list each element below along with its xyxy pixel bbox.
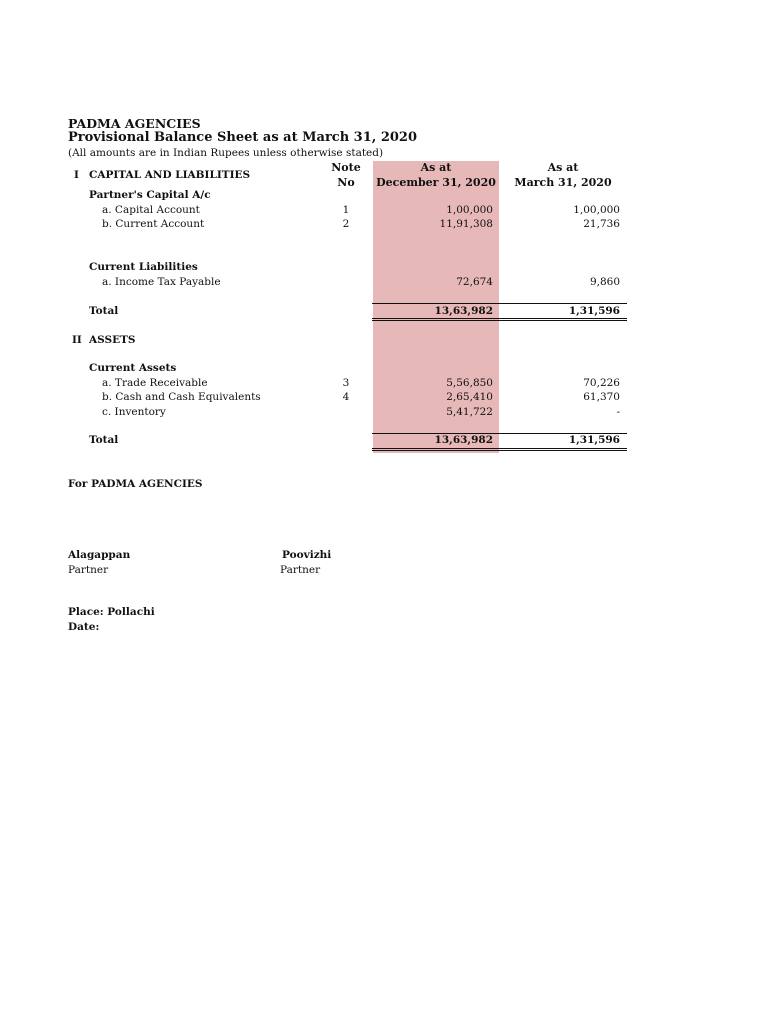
trade-receivable-label: a. Trade Receivable xyxy=(102,377,208,389)
capital-account-label: a. Capital Account xyxy=(102,204,200,216)
note-header-line1: Note xyxy=(331,161,361,174)
cash-equivalents-label: b. Cash and Cash Equivalents xyxy=(102,391,261,403)
income-tax-payable-current: 72,674 xyxy=(456,276,493,288)
capital-account-previous: 1,00,000 xyxy=(573,204,620,216)
current-account-label: b. Current Account xyxy=(102,218,205,230)
date-line: Date: xyxy=(68,621,100,633)
signatory2-role: Partner xyxy=(280,564,321,576)
inventory-label: c. Inventory xyxy=(102,406,166,418)
company-name: PADMA AGENCIES xyxy=(68,116,201,131)
current-header-line1: As at xyxy=(420,161,452,174)
section1-title: CAPITAL AND LIABILITIES xyxy=(89,169,251,181)
total2-current: 13,63,982 xyxy=(434,434,493,446)
currency-note: (All amounts are in Indian Rupees unless otherwise stated) xyxy=(68,147,384,159)
trade-receivable-current: 5,56,850 xyxy=(446,377,493,389)
cash-equivalents-current: 2,65,410 xyxy=(446,391,493,403)
current-account-current: 11,91,308 xyxy=(439,218,493,230)
total1-top-rule xyxy=(372,303,627,304)
for-company-line: For PADMA AGENCIES xyxy=(68,478,203,490)
cash-equivalents-note: 4 xyxy=(342,391,350,403)
capital-account-note: 1 xyxy=(342,204,350,216)
current-header-line2: December 31, 2020 xyxy=(376,176,496,189)
section1-numeral: I xyxy=(74,169,79,181)
current-assets-heading: Current Assets xyxy=(89,362,177,374)
current-account-previous: 21,736 xyxy=(583,218,620,230)
note-header-line2: No xyxy=(337,176,355,189)
signatory1-role: Partner xyxy=(68,564,109,576)
cash-equivalents-previous: 61,370 xyxy=(583,391,620,403)
trade-receivable-previous: 70,226 xyxy=(583,377,620,389)
income-tax-payable-previous: 9,860 xyxy=(589,276,620,288)
capital-account-current: 1,00,000 xyxy=(446,204,493,216)
section2-numeral: II xyxy=(72,334,82,346)
inventory-current: 5,41,722 xyxy=(446,406,493,418)
previous-header-line2: March 31, 2020 xyxy=(514,176,612,189)
signatory1-name: Alagappan xyxy=(68,549,131,561)
partners-capital-heading: Partner's Capital A/c xyxy=(89,189,211,201)
total1-label: Total xyxy=(89,305,119,317)
previous-header-line1: As at xyxy=(547,161,579,174)
total2-double-rule xyxy=(372,448,627,451)
total2-label: Total xyxy=(89,434,119,446)
total1-double-rule xyxy=(372,318,627,321)
total1-current: 13,63,982 xyxy=(434,305,493,317)
total1-previous: 1,31,596 xyxy=(568,305,620,317)
signatory2-name: Poovizhi xyxy=(282,549,332,561)
total2-previous: 1,31,596 xyxy=(568,434,620,446)
trade-receivable-note: 3 xyxy=(342,377,350,389)
inventory-previous: - xyxy=(616,406,620,418)
place-line: Place: Pollachi xyxy=(68,606,155,618)
section2-title: ASSETS xyxy=(89,334,136,346)
page-title: Provisional Balance Sheet as at March 31, 2020 xyxy=(68,130,418,145)
current-liabilities-heading: Current Liabilities xyxy=(89,261,198,273)
current-account-note: 2 xyxy=(342,218,350,230)
income-tax-payable-label: a. Income Tax Payable xyxy=(102,276,221,288)
